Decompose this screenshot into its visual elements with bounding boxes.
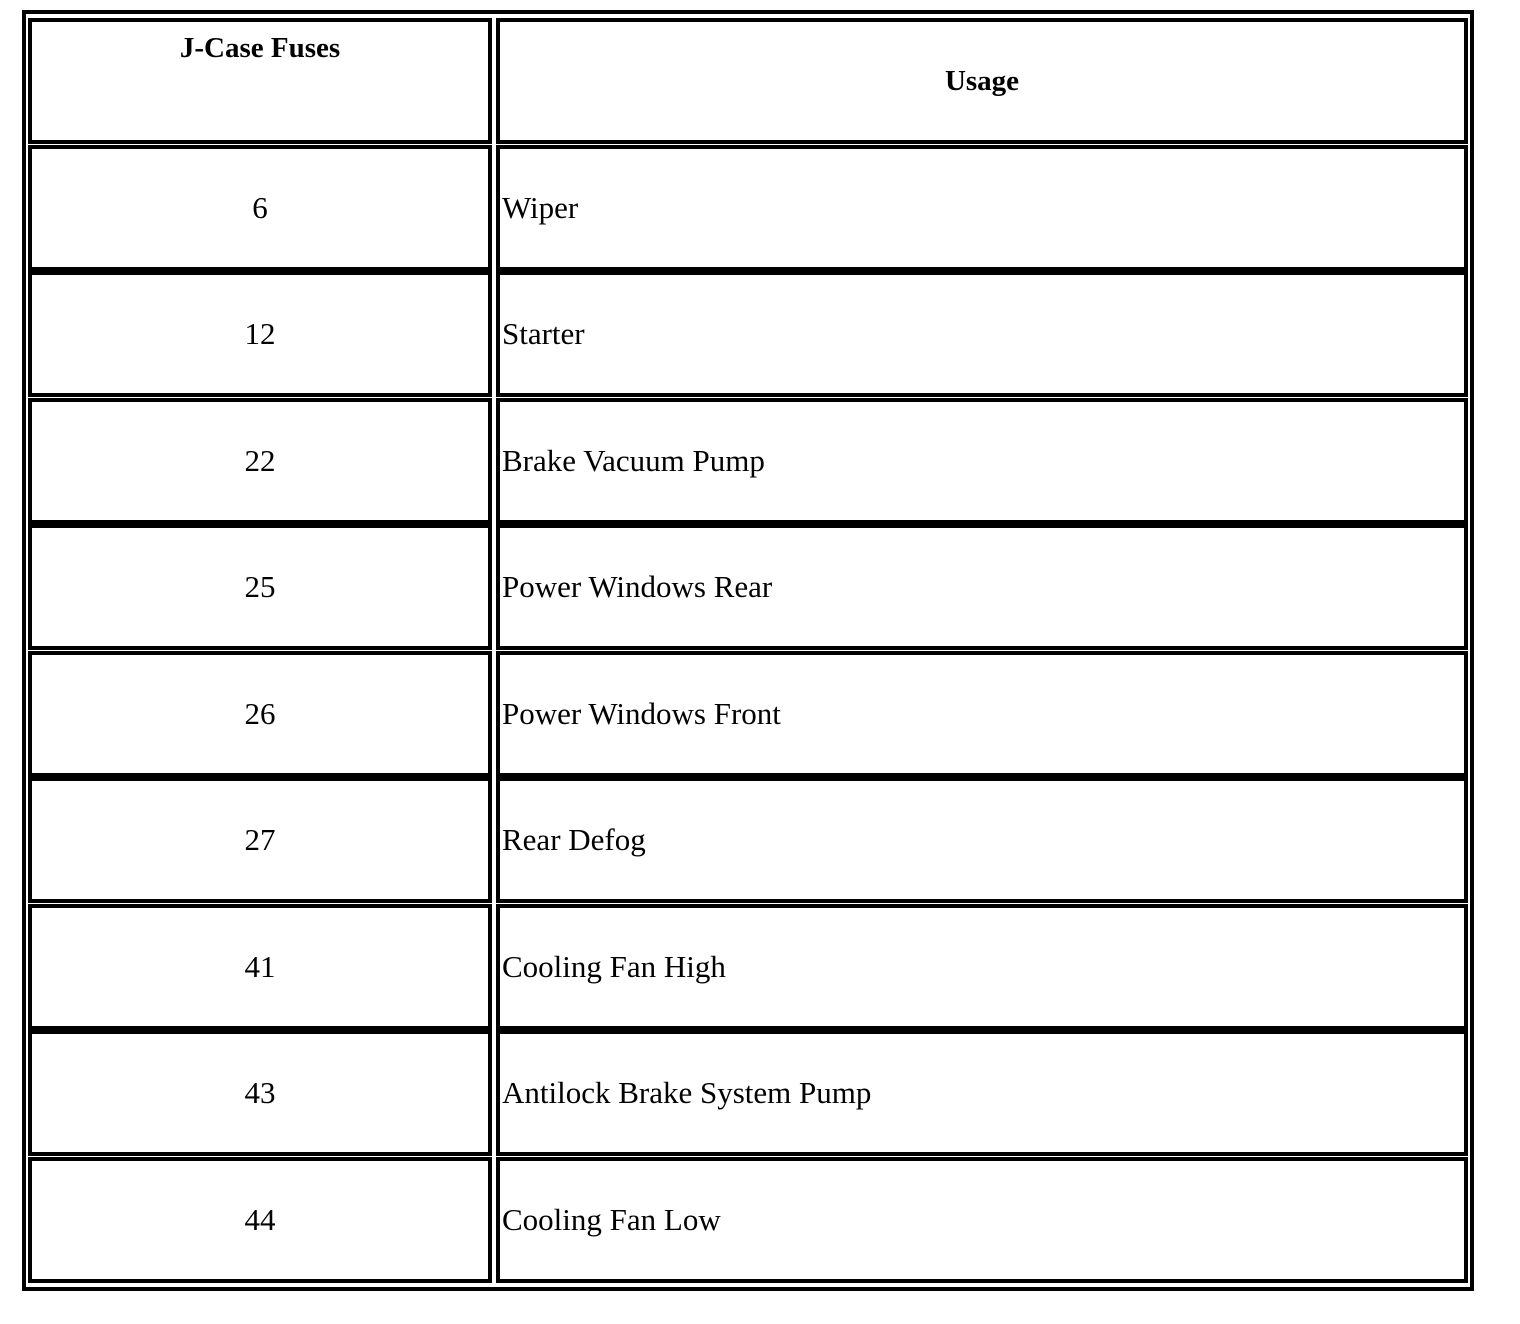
fuse-number-cell: 22: [28, 398, 492, 524]
fuse-table: [22, 10, 1474, 1291]
fuse-number-cell: 25: [28, 524, 492, 650]
fuse-number-cell: 43: [28, 1030, 492, 1156]
fuse-number-cell: 41: [28, 904, 492, 1030]
usage-cell: Brake Vacuum Pump: [496, 398, 1468, 524]
usage-cell: Antilock Brake System Pump: [496, 1030, 1468, 1156]
usage-cell: Cooling Fan Low: [496, 1157, 1468, 1283]
fuse-number-cell: 26: [28, 651, 492, 777]
fuse-number-cell: 27: [28, 777, 492, 903]
usage-cell: Power Windows Front: [496, 651, 1468, 777]
usage-cell: Power Windows Rear: [496, 524, 1468, 650]
usage-cell: Cooling Fan High: [496, 904, 1468, 1030]
usage-cell: Starter: [496, 271, 1468, 397]
usage-cell: Wiper: [496, 145, 1468, 271]
header-usage: Usage: [496, 18, 1468, 144]
usage-cell: Rear Defog: [496, 777, 1468, 903]
fuse-number-cell: 12: [28, 271, 492, 397]
header-fuse: J-Case Fuses: [28, 18, 492, 144]
fuse-number-cell: 6: [28, 145, 492, 271]
fuse-number-cell: 44: [28, 1157, 492, 1283]
